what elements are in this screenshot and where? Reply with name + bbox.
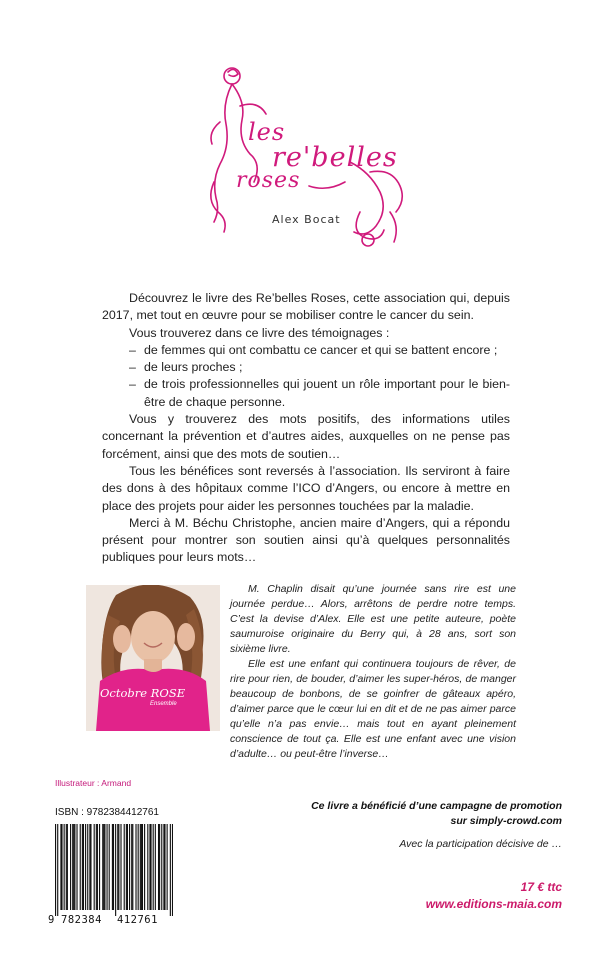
barcode-bar (76, 824, 77, 910)
logo-word-rebelles: re'belles (272, 142, 398, 173)
barcode-bar (120, 824, 121, 910)
barcode-bar (83, 824, 84, 910)
bio-paragraph: Elle est une enfant qui continuera toujours de rêver, de rire pour rien, de bouder, d’aimer les super-héros, de manger beaucoup de bonbons, de se goinfrer de gâteaux apéro, d’aimer parce que le cœur lui en dit et de ne pas aimer parce qu’elle n’a pas envie… mais tout en ayant pleinement conscience de tout ça. Elle est une enfant avec une vision d’adulte… ou peut-être l’inverse… (230, 658, 516, 760)
barcode-bar (142, 824, 143, 910)
barcode-bar (161, 824, 162, 910)
dash-bullet: – (129, 342, 136, 357)
barcode-bar (72, 824, 73, 910)
shirt-small-text: Ensemble (150, 701, 177, 707)
barcode-bar (163, 824, 164, 910)
barcode-bar (155, 824, 156, 910)
barcode-bar (55, 824, 56, 916)
blurb-paragraph: Vous trouverez dans ce livre des témoignages : (129, 325, 390, 340)
barcode-bar (94, 824, 95, 910)
barcode-bar (126, 824, 127, 910)
barcode-bar (106, 824, 107, 910)
promotion-note (311, 799, 562, 829)
dash-bullet: – (129, 377, 136, 392)
barcode-bar (127, 824, 128, 910)
author-portrait-illustration (86, 585, 220, 731)
logo-word-roses: roses (236, 168, 301, 193)
barcode-bar (87, 824, 88, 910)
barcode-bar (153, 824, 154, 910)
barcode-bar (60, 824, 61, 910)
barcode-bar (147, 824, 148, 910)
blurb-paragraph: Merci à M. Béchu Christophe, ancien maire d’Angers, qui a répondu présent pour montrer son soutien ainsi qu’à quelques personnalités publiques pour leurs mots… (102, 515, 510, 565)
barcode-bar (102, 824, 103, 910)
bio-paragraph: M. Chaplin disait qu’une journée sans rire est une journée perdue… Alors, arrêtons de perdre notre temps. C’est la devise d’Alex. Elle est une petite auteure, poète saumuroise originaire du Berry qui, à 28 ans, sort son sixième livre. (230, 583, 516, 655)
list-item: – de trois professionnelles qui jouent un rôle important pour le bien-être de chaque personne. (129, 377, 510, 409)
barcode-bar (73, 824, 74, 910)
barcode-bar (140, 824, 141, 910)
barcode-bar (97, 824, 98, 910)
barcode-bar (113, 824, 114, 910)
book-blurb (102, 290, 510, 567)
list-item: – de leurs proches ; (102, 359, 510, 376)
barcode-bar (70, 824, 71, 910)
barcode-bar (118, 824, 119, 910)
barcode-bar (109, 824, 110, 910)
barcode-bar (61, 824, 62, 910)
isbn-barcode (55, 824, 173, 916)
barcode-bar (135, 824, 136, 910)
logo-word-les: les (248, 118, 286, 146)
blurb-paragraph: Tous les bénéfices sont reversés à l’association. Ils serviront à faire des dons à des hôpitaux comme l’ICO d’Angers, ou encore à mettre en place des projets pour aider les personnes touchées par la maladie. (102, 463, 510, 513)
author-photo (86, 585, 220, 731)
barcode-bar (131, 824, 132, 910)
promotion-line: Ce livre a bénéficié d’une campagne de promotion (311, 800, 562, 812)
promotion-line: sur simply-crowd.com (450, 815, 562, 827)
barcode-bar (149, 824, 150, 910)
barcode-bar (158, 824, 159, 910)
barcode-bar (85, 824, 86, 910)
barcode-bar (66, 824, 67, 910)
barcode-bar (67, 824, 68, 910)
barcode-bar (80, 824, 81, 910)
author-bio (230, 582, 516, 762)
barcode-bar (112, 824, 113, 910)
blurb-paragraph: Découvrez le livre des Re’belles Roses, cette association qui, depuis 2017, met tout en œuvre pour se mobiliser contre le cancer du sein. (102, 291, 510, 323)
barcode-bar (99, 824, 100, 910)
barcode-bar (172, 824, 173, 916)
barcode-bar (150, 824, 151, 910)
barcode-bar (138, 824, 139, 910)
barcode-bar (57, 824, 58, 916)
barcode-bar (117, 824, 118, 910)
barcode-bar (141, 824, 142, 910)
barcode-bar (167, 824, 168, 910)
participation-note: Avec la participation décisive de … (399, 838, 562, 850)
barcode-bar (164, 824, 165, 910)
barcode-bar (103, 824, 104, 910)
illustrator-credit: Illustrateur : Armand (55, 778, 132, 788)
barcode-bar (129, 824, 130, 910)
author-name: Alex Bocat (272, 213, 341, 226)
barcode-digits-group2: 412761 (117, 914, 158, 926)
barcode-bar (82, 824, 83, 910)
barcode-bar (159, 824, 160, 910)
barcode-bar (132, 824, 133, 910)
shirt-text: Octobre ROSE (100, 686, 186, 700)
barcode-bar (124, 824, 125, 910)
barcode-bar (96, 824, 97, 910)
publisher-website: www.editions-maia.com (425, 897, 562, 911)
barcode-digits-group1: 782384 (61, 914, 102, 926)
barcode-bar (89, 824, 90, 910)
barcode-bar (104, 824, 105, 910)
barcode-bar (170, 824, 171, 916)
barcode-bar (144, 824, 145, 910)
price-label: 17 € ttc (520, 880, 562, 894)
testimonials-list (102, 342, 510, 411)
barcode-digit-first: 9 (48, 914, 55, 926)
dash-bullet: – (129, 360, 136, 375)
list-item: – de femmes qui ont combattu ce cancer et qui se battent encore ; (102, 342, 510, 359)
isbn-label: ISBN : 9782384412761 (55, 807, 159, 818)
blurb-paragraph: Vous y trouverez des mots positifs, des informations utiles concernant la prévention et d’autres aides, auxquelles on ne pense pas forcément, ainsi que des mots de soutien… (102, 412, 510, 461)
barcode-bar (115, 824, 116, 916)
barcode-bar (64, 824, 65, 910)
barcode-bar (90, 824, 91, 910)
barcode-bar (74, 824, 75, 910)
